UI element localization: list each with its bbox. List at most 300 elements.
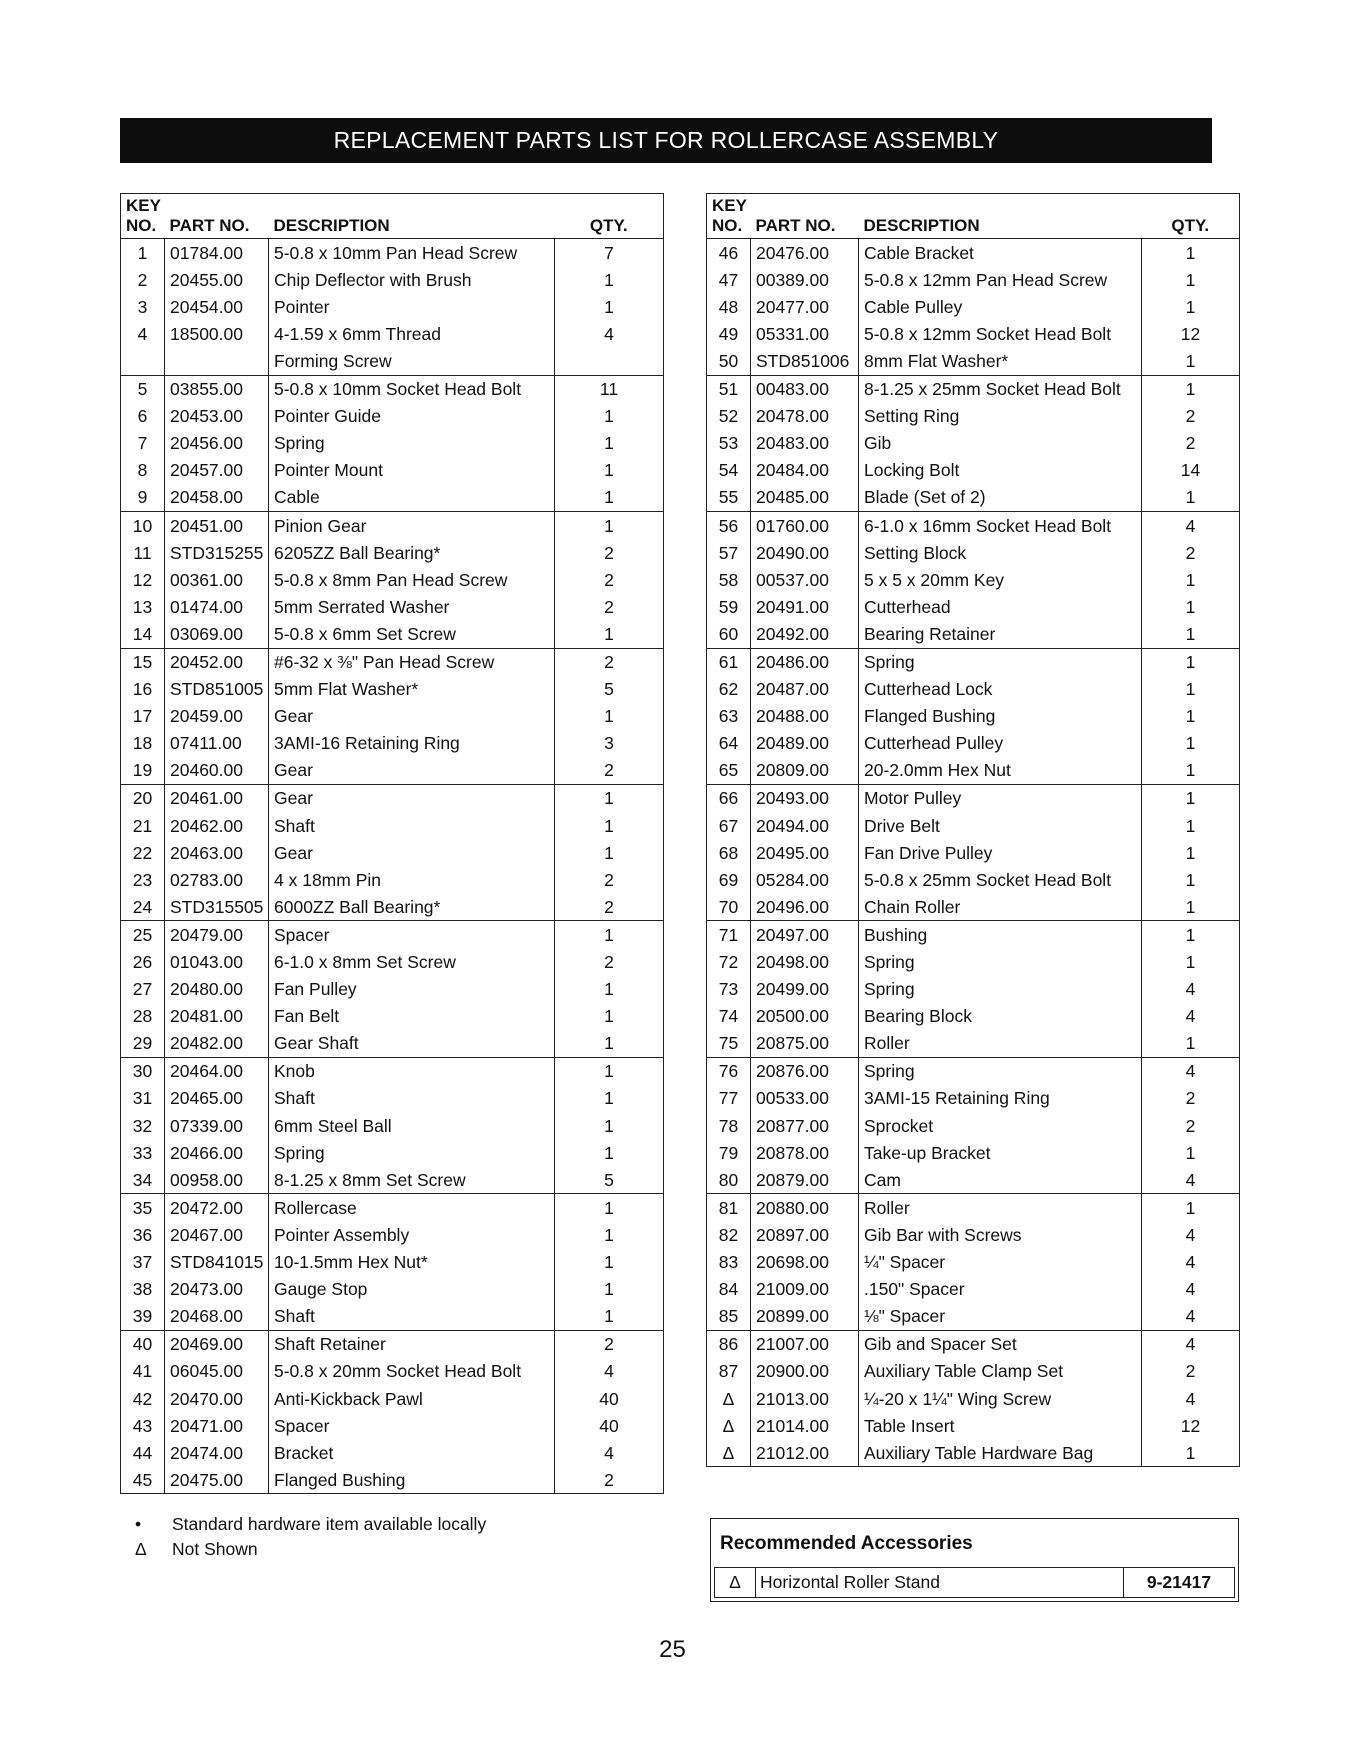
page-number: 25	[659, 1636, 686, 1663]
table-row	[121, 266, 664, 293]
table-row	[121, 1057, 664, 1085]
quantity: 2	[555, 757, 664, 785]
part-number: 21009.00	[751, 1276, 859, 1303]
quantity: 1	[1142, 812, 1240, 839]
table-row	[707, 648, 1240, 676]
part-description: Setting Ring	[859, 403, 1142, 430]
quantity: 1	[1142, 757, 1240, 785]
part-description: Roller	[859, 1194, 1142, 1222]
part-number: 00537.00	[751, 566, 859, 593]
quantity: 2	[555, 648, 664, 676]
table-row	[121, 949, 664, 976]
key-number: 16	[132, 679, 153, 700]
quantity: 1	[555, 784, 664, 812]
part-header: PART NO.	[165, 216, 269, 239]
table-row	[707, 703, 1240, 730]
key-number: 31	[132, 1088, 153, 1109]
part-description: 3AMI-16 Retaining Ring	[269, 730, 555, 757]
part-description: Setting Block	[859, 539, 1142, 566]
part-number: 20471.00	[165, 1412, 269, 1439]
key-number: 15	[121, 648, 165, 676]
quantity: 1	[555, 1221, 664, 1248]
key-number: 2	[137, 269, 148, 290]
quantity: 1	[555, 620, 664, 648]
key-number: 80	[718, 1169, 739, 1190]
part-number: 20453.00	[165, 403, 269, 430]
part-number: 01784.00	[165, 239, 269, 267]
key-number: Δ	[722, 1415, 735, 1436]
table-row	[707, 1085, 1240, 1112]
quantity: 4	[1142, 1330, 1240, 1358]
quantity: 1	[555, 457, 664, 484]
quantity: 1	[555, 403, 664, 430]
table-row	[707, 866, 1240, 893]
part-description: 5-0.8 x 25mm Socket Head Bolt	[859, 866, 1142, 893]
quantity: 1	[1142, 293, 1240, 320]
part-description: Rollercase	[269, 1194, 555, 1222]
quantity: 4	[555, 1358, 664, 1385]
table-row	[121, 703, 664, 730]
table-row	[121, 1276, 664, 1303]
qty-header: QTY.	[555, 216, 664, 239]
part-number: 07411.00	[165, 730, 269, 757]
part-number: 20497.00	[751, 921, 859, 949]
part-description: Cable Bracket	[859, 239, 1142, 267]
key-header: NO.	[707, 216, 751, 239]
parts-table-right	[706, 193, 1240, 1467]
quantity: 1	[555, 1112, 664, 1139]
table-row	[707, 1194, 1240, 1222]
key-number: 44	[132, 1442, 153, 1463]
part-number: 20480.00	[165, 976, 269, 1003]
table-row	[121, 1030, 664, 1058]
part-number: 20458.00	[165, 484, 269, 512]
key-number	[121, 347, 165, 375]
part-number: 20451.00	[165, 512, 269, 540]
table-row	[121, 1412, 664, 1439]
part-number: 20461.00	[165, 784, 269, 812]
key-number: 45	[132, 1469, 153, 1490]
table-row	[707, 1385, 1240, 1412]
part-number: 20460.00	[165, 757, 269, 785]
table-row	[121, 539, 664, 566]
part-description: Bracket	[269, 1439, 555, 1466]
part-number: 20457.00	[165, 457, 269, 484]
part-number: STD315255	[165, 539, 269, 566]
key-number: 70	[718, 896, 739, 917]
quantity: 1	[1142, 921, 1240, 949]
part-number: 20477.00	[751, 293, 859, 320]
quantity: 4	[1142, 512, 1240, 540]
quantity: 1	[1142, 784, 1240, 812]
table-row	[121, 1085, 664, 1112]
quantity: 4	[1142, 1057, 1240, 1085]
part-number: 20495.00	[751, 839, 859, 866]
quantity	[555, 347, 664, 375]
part-description: Chain Roller	[859, 893, 1142, 921]
table-row	[707, 347, 1240, 375]
part-number: 20462.00	[165, 812, 269, 839]
part-description: Spring	[269, 1139, 555, 1166]
key-number: 36	[132, 1224, 153, 1245]
key-number: 18	[132, 733, 153, 754]
quantity: 1	[555, 484, 664, 512]
part-number: 20809.00	[751, 757, 859, 785]
part-description: 6000ZZ Ball Bearing*	[269, 893, 555, 921]
table-row	[707, 403, 1240, 430]
key-number: 34	[132, 1169, 153, 1190]
part-description: Bushing	[859, 921, 1142, 949]
quantity: 4	[1142, 1166, 1240, 1194]
quantity: 1	[555, 1003, 664, 1030]
key-number: 1	[121, 239, 165, 267]
table-row	[121, 784, 664, 812]
part-description: Gear	[269, 757, 555, 785]
quantity: 2	[1142, 403, 1240, 430]
part-number: 06045.00	[165, 1358, 269, 1385]
part-description: Drive Belt	[859, 812, 1142, 839]
table-row	[121, 239, 664, 267]
part-number: 00361.00	[165, 566, 269, 593]
table-row	[707, 320, 1240, 347]
key-number: Δ	[722, 1388, 735, 1409]
quantity: 1	[555, 1030, 664, 1058]
quantity: 1	[555, 512, 664, 540]
part-number: 20490.00	[751, 539, 859, 566]
key-number: 51	[707, 375, 751, 403]
table-row	[121, 1466, 664, 1494]
part-number: 20470.00	[165, 1385, 269, 1412]
table-row	[121, 1330, 664, 1358]
quantity: 1	[1142, 703, 1240, 730]
key-number: 41	[132, 1361, 153, 1382]
part-description: ¼-20 x 1¼" Wing Screw	[859, 1385, 1142, 1412]
table-row	[707, 593, 1240, 620]
part-description: Take-up Bracket	[859, 1139, 1142, 1166]
table-row	[121, 893, 664, 921]
key-number: 50	[718, 350, 739, 371]
table-row	[121, 593, 664, 620]
quantity: 11	[555, 375, 664, 403]
part-number: 20875.00	[751, 1030, 859, 1058]
key-number: 42	[132, 1388, 153, 1409]
key-number: 78	[718, 1115, 739, 1136]
table-row	[121, 375, 664, 403]
part-number: 20454.00	[165, 293, 269, 320]
table-row	[707, 949, 1240, 976]
quantity: 4	[1142, 1385, 1240, 1412]
table-row	[707, 620, 1240, 648]
part-number: 01760.00	[751, 512, 859, 540]
legend-item	[135, 1537, 486, 1562]
key-number: 83	[718, 1252, 739, 1273]
key-header-line1: KEY	[712, 196, 747, 215]
key-number: 53	[718, 433, 739, 454]
key-number: 87	[718, 1361, 739, 1382]
part-number: 20466.00	[165, 1139, 269, 1166]
key-number: 58	[718, 569, 739, 590]
key-number: 4	[137, 323, 148, 344]
part-number: 20897.00	[751, 1221, 859, 1248]
table-row	[121, 676, 664, 703]
key-number: 60	[718, 623, 739, 644]
part-description: Pointer Guide	[269, 403, 555, 430]
accessory-row	[714, 1567, 1235, 1598]
part-description: 5-0.8 x 6mm Set Screw	[269, 620, 555, 648]
quantity: 2	[1142, 430, 1240, 457]
table-row	[121, 1166, 664, 1194]
quantity: 1	[1142, 347, 1240, 375]
part-number: 20476.00	[751, 239, 859, 267]
part-number: 20472.00	[165, 1194, 269, 1222]
qty-header: QTY.	[1142, 216, 1240, 239]
table-row	[707, 1030, 1240, 1058]
part-description: Spacer	[269, 921, 555, 949]
key-number: 79	[718, 1142, 739, 1163]
quantity: 1	[1142, 266, 1240, 293]
table-row	[121, 921, 664, 949]
part-number: 20473.00	[165, 1276, 269, 1303]
key-number: 24	[132, 896, 153, 917]
part-description: Auxiliary Table Hardware Bag	[859, 1439, 1142, 1467]
quantity: 1	[1142, 593, 1240, 620]
part-description: Shaft	[269, 1085, 555, 1112]
key-number: 39	[132, 1306, 153, 1327]
part-number: 20498.00	[751, 949, 859, 976]
part-number: 20455.00	[165, 266, 269, 293]
key-number: 9	[137, 487, 148, 508]
table-row	[121, 1358, 664, 1385]
table-row	[121, 730, 664, 757]
part-description: 6-1.0 x 16mm Socket Head Bolt	[859, 512, 1142, 540]
part-number: 20500.00	[751, 1003, 859, 1030]
part-number: 20463.00	[165, 839, 269, 866]
part-description: Roller	[859, 1030, 1142, 1058]
table-row	[707, 1112, 1240, 1139]
part-header: PART NO.	[751, 216, 859, 239]
quantity: 1	[1142, 375, 1240, 403]
quantity: 1	[1142, 239, 1240, 267]
table-row	[707, 484, 1240, 512]
table-row	[121, 1003, 664, 1030]
quantity: 2	[1142, 539, 1240, 566]
part-description: 3AMI-15 Retaining Ring	[859, 1085, 1142, 1112]
quantity: 1	[1142, 893, 1240, 921]
part-number: 02783.00	[165, 866, 269, 893]
part-description: 5-0.8 x 20mm Socket Head Bolt	[269, 1358, 555, 1385]
key-number: 61	[707, 648, 751, 676]
part-number: 20876.00	[751, 1057, 859, 1085]
part-number: 20900.00	[751, 1358, 859, 1385]
part-number: 20899.00	[751, 1303, 859, 1331]
parts-table-left-body	[121, 239, 664, 1494]
key-number: 30	[121, 1057, 165, 1085]
quantity: 1	[1142, 484, 1240, 512]
key-number: 73	[718, 979, 739, 1000]
part-number: 20493.00	[751, 784, 859, 812]
quantity: 2	[555, 593, 664, 620]
part-number: 20484.00	[751, 457, 859, 484]
part-description: Pointer	[269, 293, 555, 320]
key-number: 54	[718, 460, 739, 481]
part-description: 4 x 18mm Pin	[269, 866, 555, 893]
part-description: Fan Belt	[269, 1003, 555, 1030]
part-number: 20483.00	[751, 430, 859, 457]
part-number: 20485.00	[751, 484, 859, 512]
part-number: 20452.00	[165, 648, 269, 676]
part-number: 20486.00	[751, 648, 859, 676]
part-description: Gear	[269, 839, 555, 866]
table-row	[707, 430, 1240, 457]
part-description: Cable	[269, 484, 555, 512]
quantity: 1	[555, 921, 664, 949]
table-row	[707, 921, 1240, 949]
part-number: 20467.00	[165, 1221, 269, 1248]
part-description: Cable Pulley	[859, 293, 1142, 320]
key-number: 19	[132, 760, 153, 781]
part-description: Pointer Mount	[269, 457, 555, 484]
quantity: 4	[1142, 1276, 1240, 1303]
table-row	[707, 1358, 1240, 1385]
key-number: 25	[121, 921, 165, 949]
part-description: Chip Deflector with Brush	[269, 266, 555, 293]
table-row	[707, 784, 1240, 812]
key-number: 23	[132, 869, 153, 890]
quantity: 2	[1142, 1358, 1240, 1385]
quantity: 1	[1142, 949, 1240, 976]
table-row	[707, 512, 1240, 540]
key-number: 6	[137, 406, 148, 427]
key-number: 72	[718, 952, 739, 973]
key-number: 26	[132, 952, 153, 973]
part-number: 21013.00	[751, 1385, 859, 1412]
key-number: 35	[121, 1194, 165, 1222]
part-number: 21007.00	[751, 1330, 859, 1358]
table-row	[121, 403, 664, 430]
table-row	[707, 1221, 1240, 1248]
table-row	[121, 566, 664, 593]
key-number: 75	[718, 1033, 739, 1054]
key-number: 74	[718, 1006, 739, 1027]
part-number: 20478.00	[751, 403, 859, 430]
quantity: 1	[1142, 866, 1240, 893]
key-number: 20	[121, 784, 165, 812]
part-number: 20459.00	[165, 703, 269, 730]
table-row	[121, 1112, 664, 1139]
part-number: 20880.00	[751, 1194, 859, 1222]
key-number: 14	[132, 623, 153, 644]
legend	[135, 1512, 486, 1562]
table-row	[121, 512, 664, 540]
part-number: 20482.00	[165, 1030, 269, 1058]
table-row	[707, 539, 1240, 566]
part-description: 20-2.0mm Hex Nut	[859, 757, 1142, 785]
part-description: 5mm Serrated Washer	[269, 593, 555, 620]
quantity: 1	[555, 430, 664, 457]
part-description: Forming Screw	[269, 347, 555, 375]
key-header-line1: KEY	[126, 196, 161, 215]
table-row	[707, 839, 1240, 866]
quantity: 1	[555, 266, 664, 293]
part-number: 20481.00	[165, 1003, 269, 1030]
quantity: 4	[1142, 1249, 1240, 1276]
key-number: 68	[718, 842, 739, 863]
part-description: 5-0.8 x 12mm Socket Head Bolt	[859, 320, 1142, 347]
key-number: 5	[121, 375, 165, 403]
key-number: 57	[718, 542, 739, 563]
description-header: DESCRIPTION	[269, 216, 555, 239]
part-description: Spring	[859, 949, 1142, 976]
part-description: 6mm Steel Ball	[269, 1112, 555, 1139]
page-title: REPLACEMENT PARTS LIST FOR ROLLERCASE ASSEMBLY	[120, 118, 1212, 163]
part-description: Fan Pulley	[269, 976, 555, 1003]
key-number: 10	[121, 512, 165, 540]
part-number: 18500.00	[165, 320, 269, 347]
part-description: Shaft Retainer	[269, 1330, 555, 1358]
table-row	[121, 320, 664, 347]
table-row	[707, 1439, 1240, 1467]
key-number: 84	[718, 1279, 739, 1300]
part-number: 20488.00	[751, 703, 859, 730]
part-description: Sprocket	[859, 1112, 1142, 1139]
legend-text: Standard hardware item available locally	[172, 1514, 487, 1534]
key-number: 66	[707, 784, 751, 812]
part-number: 20877.00	[751, 1112, 859, 1139]
quantity: 1	[1142, 839, 1240, 866]
key-number: 64	[718, 733, 739, 754]
table-row	[121, 866, 664, 893]
part-number: 20878.00	[751, 1139, 859, 1166]
quantity: 40	[555, 1412, 664, 1439]
part-number: 20456.00	[165, 430, 269, 457]
part-number: 20487.00	[751, 676, 859, 703]
accessory-symbol: Δ	[715, 1568, 756, 1597]
part-description: Gear	[269, 784, 555, 812]
table-row	[121, 293, 664, 320]
part-description: Spring	[859, 1057, 1142, 1085]
part-number: 21012.00	[751, 1439, 859, 1467]
key-number: 56	[707, 512, 751, 540]
key-number: 38	[132, 1279, 153, 1300]
table-row	[707, 375, 1240, 403]
quantity: 3	[555, 730, 664, 757]
table-row	[707, 1412, 1240, 1439]
part-description: Spring	[859, 648, 1142, 676]
quantity: 1	[1142, 648, 1240, 676]
table-row	[121, 1194, 664, 1222]
part-number: 20492.00	[751, 620, 859, 648]
quantity: 1	[1142, 1194, 1240, 1222]
table-row	[121, 484, 664, 512]
key-number: 63	[718, 706, 739, 727]
quantity: 2	[555, 866, 664, 893]
part-description: Gib Bar with Screws	[859, 1221, 1142, 1248]
key-number: 27	[132, 979, 153, 1000]
quantity: 2	[1142, 1085, 1240, 1112]
table-row	[707, 1139, 1240, 1166]
key-number: 52	[718, 406, 739, 427]
part-description: Shaft	[269, 1303, 555, 1331]
part-description: Gib	[859, 430, 1142, 457]
quantity: 12	[1142, 320, 1240, 347]
part-description: Motor Pulley	[859, 784, 1142, 812]
quantity: 2	[555, 566, 664, 593]
part-description: Spring	[269, 430, 555, 457]
table-row	[121, 1303, 664, 1331]
part-description: Gear Shaft	[269, 1030, 555, 1058]
key-number: 69	[718, 869, 739, 890]
table-row	[707, 1249, 1240, 1276]
